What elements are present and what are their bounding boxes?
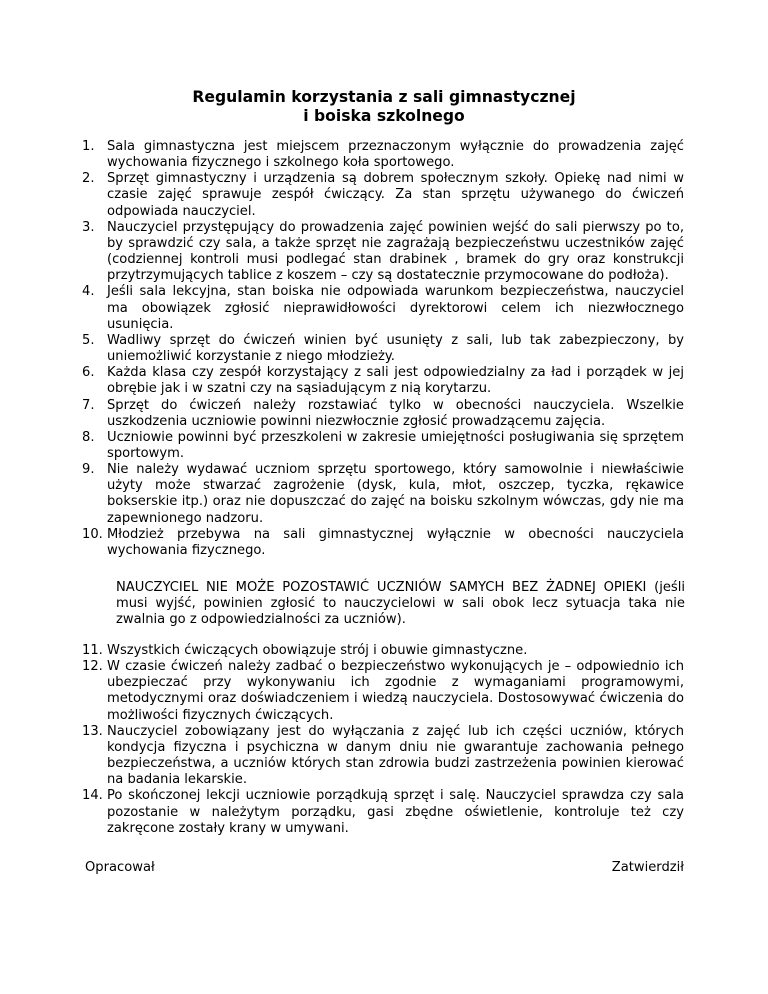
signature-approved-by: Zatwierdził	[611, 860, 684, 875]
rule-text: Uczniowie powinni być przeszkoleni w zakresie umiejętności posługiwania się sprzętem sportowym.	[107, 429, 684, 461]
rule-number: 12.	[82, 659, 103, 675]
rule-text: Nauczyciel zobowiązany jest do wyłączania z zajęć lub ich części uczniów, których kondycja fizyczna i psychiczna w danym dniu nie gwarantuje zachowania pełnego bezpieczeństwa, a uczniów których stan zdrowia budzi zastrzeżenia powinien kierować na badania lekarskie.	[107, 723, 684, 788]
rule-text: Każda klasa czy zespół korzystający z sali jest odpowiedzialny za ład i porządek w jej obrębie jak i w szatni czy na sąsiadującym z nią korytarzu.	[107, 365, 684, 397]
rule-text: Sprzęt gimnastyczny i urządzenia są dobrem społecznym szkoły. Opiekę nad nimi w czasie zajęć sprawuje zespół ćwiczący. Za stan sprzętu używanego do ćwiczeń odpowiada nauczyciel.	[107, 171, 684, 219]
rule-text: Nie należy wydawać uczniom sprzętu sportowego, który samowolnie i niewłaściwie użyty może stwarzać zagrożenie (dysk, kula, młot, oszczep, tyczka, rękawice bokserskie itp.) oraz nie dopuszczać do zajęć na boisku szkolnym wówczas, gdy nie ma zapewnionego nadzoru.	[107, 462, 684, 526]
rule-number: 14.	[82, 788, 103, 804]
document-title	[0, 88, 768, 126]
rule-text: Po skończonej lekcji uczniowie porządkują sprzęt i salę. Nauczyciel sprawdza czy sala pozostanie w należytym porządku, gasi zbędne oświetlenie, kontroluje też czy zakręcone zostały krany w umywani.	[107, 788, 684, 836]
rule-item	[82, 220, 684, 285]
signature-prepared-by: Opracował	[85, 860, 155, 875]
rule-text: Sprzęt do ćwiczeń należy rozstawiać tylko w obecności nauczyciela. Wszelkie uszkodzenia uczniowie powinni niezwłocznie zgłosić prowadzącemu zajęcia.	[107, 397, 684, 429]
rule-text: W czasie ćwiczeń należy zadbać o bezpieczeństwo wykonujących je – odpowiednio ich ubezpieczać przy wykonywaniu ich zgodnie z wymaganiami programowymi, metodycznymi oraz doświadczeniem i wiedzą nauczyciela. Dostosowywać ćwiczenia do możliwości fizycznych ćwiczących.	[107, 659, 684, 723]
title-line-2: i boiska szkolnego	[303, 107, 465, 125]
rule-item	[82, 527, 684, 559]
teacher-notice: NAUCZYCIEL NIE MOŻE POZOSTAWIĆ UCZNIÓW SAMYCH BEZ ŻADNEJ OPIEKI (jeśli musi wyjść, powinien zgłosić to nauczycielowi w sali obok lecz sytuacja taka nie zwalnia go z odpowiedzialności za uczniów).	[116, 580, 685, 628]
rule-item	[82, 365, 684, 397]
rule-item	[82, 284, 684, 332]
rule-number: 3.	[82, 219, 95, 235]
rule-number: 2.	[82, 171, 95, 187]
rule-text: Jeśli sala lekcyjna, stan boiska nie odpowiada warunkom bezpieczeństwa, nauczyciel ma obowiązek zgłosić nieprawidłowości dyrektorowi celem ich niezwłocznego usunięcia.	[107, 284, 684, 332]
rule-number: 11.	[82, 643, 103, 658]
rule-number: 8.	[82, 429, 95, 445]
rules-list-part-2	[82, 643, 684, 837]
rule-item	[82, 659, 684, 724]
rule-number: 10.	[82, 526, 103, 542]
rule-item	[82, 430, 684, 462]
rule-text: Sala gimnastyczna jest miejscem przeznaczonym wyłącznie do prowadzenia zajęć wychowania fizycznego i szkolnego koła sportowego.	[107, 139, 684, 171]
rule-number: 4.	[82, 284, 95, 300]
rule-item	[82, 171, 684, 219]
rule-number: 7.	[82, 397, 95, 413]
title-line-1: Regulamin korzystania z sali gimnastycznej	[192, 88, 576, 106]
rule-item	[82, 139, 684, 171]
rule-text: Młodzież przebywa na sali gimnastycznej wyłącznie w obecności nauczyciela wychowania fizycznego.	[107, 526, 684, 558]
rule-item	[82, 333, 684, 365]
rule-number: 13.	[82, 723, 103, 739]
rule-text: Wadliwy sprzęt do ćwiczeń winien być usunięty z sali, lub tak zabezpieczony, by uniemożliwić korzystanie z niego młodzieży.	[107, 332, 684, 365]
rule-text: Wszystkich ćwiczących obowiązuje strój i obuwie gimnastyczne.	[107, 643, 528, 658]
rule-item	[82, 398, 684, 430]
rules-list-part-1	[82, 139, 684, 559]
rule-item	[82, 724, 684, 789]
rule-text: Nauczyciel przystępujący do prowadzenia zajęć powinien wejść do sali pierwszy po to, by sprawdzić czy sala, a także sprzęt nie zagrażają bezpieczeństwu uczestników zajęć (codziennej kontroli musi podlegać stan drabinek , bramek do gry oraz konstrukcji przytrzymujących tablice z koszem – czy są dostatecznie przymocowane do podłoża).	[107, 219, 684, 284]
rule-item	[82, 462, 684, 527]
rule-number: 6.	[82, 365, 95, 381]
rule-number: 5.	[82, 332, 95, 348]
rule-item	[82, 643, 684, 659]
rule-number: 9.	[82, 462, 95, 478]
rule-number: 1.	[82, 139, 95, 154]
rule-item	[82, 788, 684, 836]
